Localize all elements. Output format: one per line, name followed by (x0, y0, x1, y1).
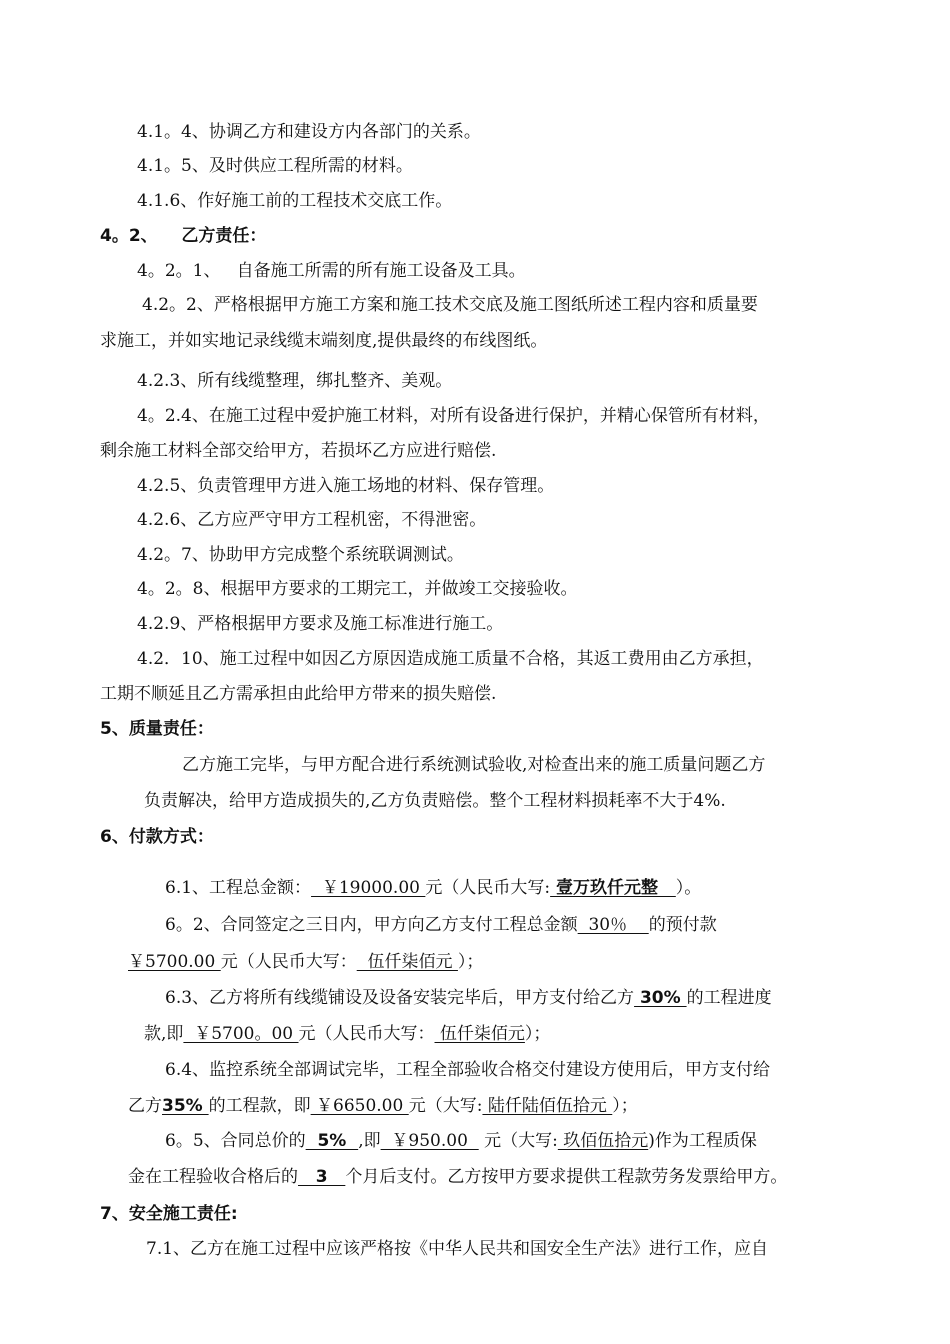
payment-6-2-line1 (165, 914, 717, 936)
clause-4-2-3: 4.2.3、所有线缆整理，绑扎整齐、美观。 (137, 371, 453, 391)
clause-4-2-10-line1: 4.2．10、施工过程中如因乙方原因造成施工质量不合格，其返工费用由乙方承担， (137, 649, 764, 669)
p65b-post: 个月后支付。乙方按甲方要求提供工程款劳务发票给甲方。 (345, 1167, 788, 1187)
total-amount: ￥19000.00 (311, 878, 426, 898)
clause-4-1-5: 4.1。5、及时供应工程所需的材料。 (137, 156, 413, 176)
prepay-amount-words: 伍仟柒佰元 (356, 952, 458, 972)
heading-6: 6、付款方式： (100, 827, 214, 847)
warranty-months: 3 (298, 1167, 346, 1187)
heading-4-2: 4。2、 乙方责任： (100, 226, 267, 246)
p64b-mid1: 的工程款，即 (208, 1096, 311, 1116)
quality-line2: 负责解决，给甲方造成损失的,乙方负责赔偿。整个工程材料损耗率不大于4%. (144, 791, 726, 811)
p62-pre: 6。2、合同签定之三日内，甲方向乙方支付工程总金额 (165, 915, 578, 935)
p62-post: 的预付款 (648, 915, 717, 935)
clause-4-2-9: 4.2.9、严格根据甲方要求及施工标准进行施工。 (137, 614, 504, 634)
final-amount-words: 陆仟陆佰伍拾元 (482, 1096, 613, 1116)
clause-4-2-2-line2: 求施工，并如实地记录线缆末端刻度,提供最终的布线图纸。 (100, 331, 548, 351)
payment-6-3-line2 (144, 1023, 550, 1045)
p64b-pre: 乙方 (128, 1096, 162, 1116)
p64b-post: ）； (612, 1096, 638, 1116)
final-amount: ￥6650.00 (310, 1096, 409, 1116)
p62b-post: ）； (457, 952, 484, 972)
clause-7-1: 7.1、乙方在施工过程中应该严格按《中华人民共和国安全生产法》进行工作，应自 (146, 1239, 769, 1259)
clause-4-2-4-line2: 剩余施工材料全部交给甲方，若损坏乙方应进行赔偿. (100, 441, 497, 461)
p65b-pre: 金在工程验收合格后的 (128, 1167, 298, 1187)
progress-amount-words: 伍仟柒佰元 (434, 1024, 525, 1044)
clause-4-2-4-line1: 4。2.4、在施工过程中爱护施工材料，对所有设备进行保护，并精心保管所有材料， (137, 406, 770, 426)
clause-4-2-6: 4.2.6、乙方应严守甲方工程机密，不得泄密。 (137, 510, 487, 530)
p63b-mid: 元（人民币大写： (298, 1024, 435, 1044)
clause-4-2-10-line2: 工期不顺延且乙方需承担由此给甲方带来的损失赔偿. (100, 684, 497, 704)
clause-4-2-2-line1: 4.2。2、严格根据甲方施工方案和施工技术交底及施工图纸所述工程内容和质量要 (142, 295, 758, 315)
warranty-amount: ￥950.00 (380, 1131, 479, 1151)
clause-4-1-4: 4.1。4、协调乙方和建设方内各部门的关系。 (137, 122, 481, 142)
clause-4-1-6: 4.1.6、作好施工前的工程技术交底工作。 (137, 191, 453, 211)
p64b-mid2: 元（大写: (408, 1096, 483, 1116)
heading-5: 5、质量责任： (100, 719, 214, 739)
progress-amount: ￥5700。00 (183, 1024, 299, 1044)
payment-6-3-line1 (165, 987, 772, 1009)
quality-line1: 乙方施工完毕，与甲方配合进行系统测试验收,对检查出来的施工质量问题乙方 (182, 755, 766, 775)
clause-4-2-8: 4。2。8、根据甲方要求的工期完工，并做竣工交接验收。 (137, 579, 578, 599)
warranty-percent: 5% (305, 1131, 359, 1151)
p63-pre: 6.3、乙方将所有线缆铺设及设备安装完毕后，甲方支付给乙方 (165, 988, 635, 1008)
prepay-amount: ￥5700.00 (128, 952, 221, 972)
p63-post: 的工程进度 (686, 988, 772, 1008)
prepay-percent: 30％ (577, 915, 649, 935)
progress-percent: 30% (634, 988, 687, 1008)
heading-7: 7、安全施工责任: (100, 1204, 238, 1224)
clause-4-2-7: 4.2。7、协助甲方完成整个系统联调测试。 (137, 545, 464, 565)
payment-6-4-line2 (128, 1095, 638, 1117)
payment-6-4-line1: 6.4、监控系统全部调试完毕，工程全部验收合格交付建设方使用后，甲方支付给 (165, 1060, 771, 1080)
p65-post: )作为工程质保 (648, 1131, 757, 1151)
final-percent: 35% (162, 1096, 209, 1116)
payment-6-5-line1 (165, 1130, 757, 1152)
total-amount-words: 壹万玖仟元整 (550, 878, 676, 898)
payment-6-1 (165, 877, 701, 899)
p63b-pre: 款,即 (144, 1024, 184, 1044)
p61-pre: 6.1、工程总金额： (165, 878, 312, 898)
warranty-amount-words: 玖佰伍拾元 (557, 1131, 649, 1151)
payment-6-5-line2 (128, 1166, 787, 1188)
payment-6-2-line2 (128, 951, 483, 973)
p65-mid1: ,即 (358, 1131, 381, 1151)
clause-4-2-1: 4。2。1、 自备施工所需的所有施工设备及工具。 (137, 261, 526, 281)
p63b-post: ）； (524, 1024, 551, 1044)
p61-post: ）。 (675, 878, 702, 898)
p61-mid: 元（人民币大写: (425, 878, 551, 898)
clause-4-2-5: 4.2.5、负责管理甲方进入施工场地的材料、保存管理。 (137, 476, 555, 496)
p65-mid2: 元（大写: (478, 1131, 558, 1151)
p62b-mid: 元（人民币大写： (220, 952, 357, 972)
p65-pre: 6。5、合同总价的 (165, 1131, 306, 1151)
